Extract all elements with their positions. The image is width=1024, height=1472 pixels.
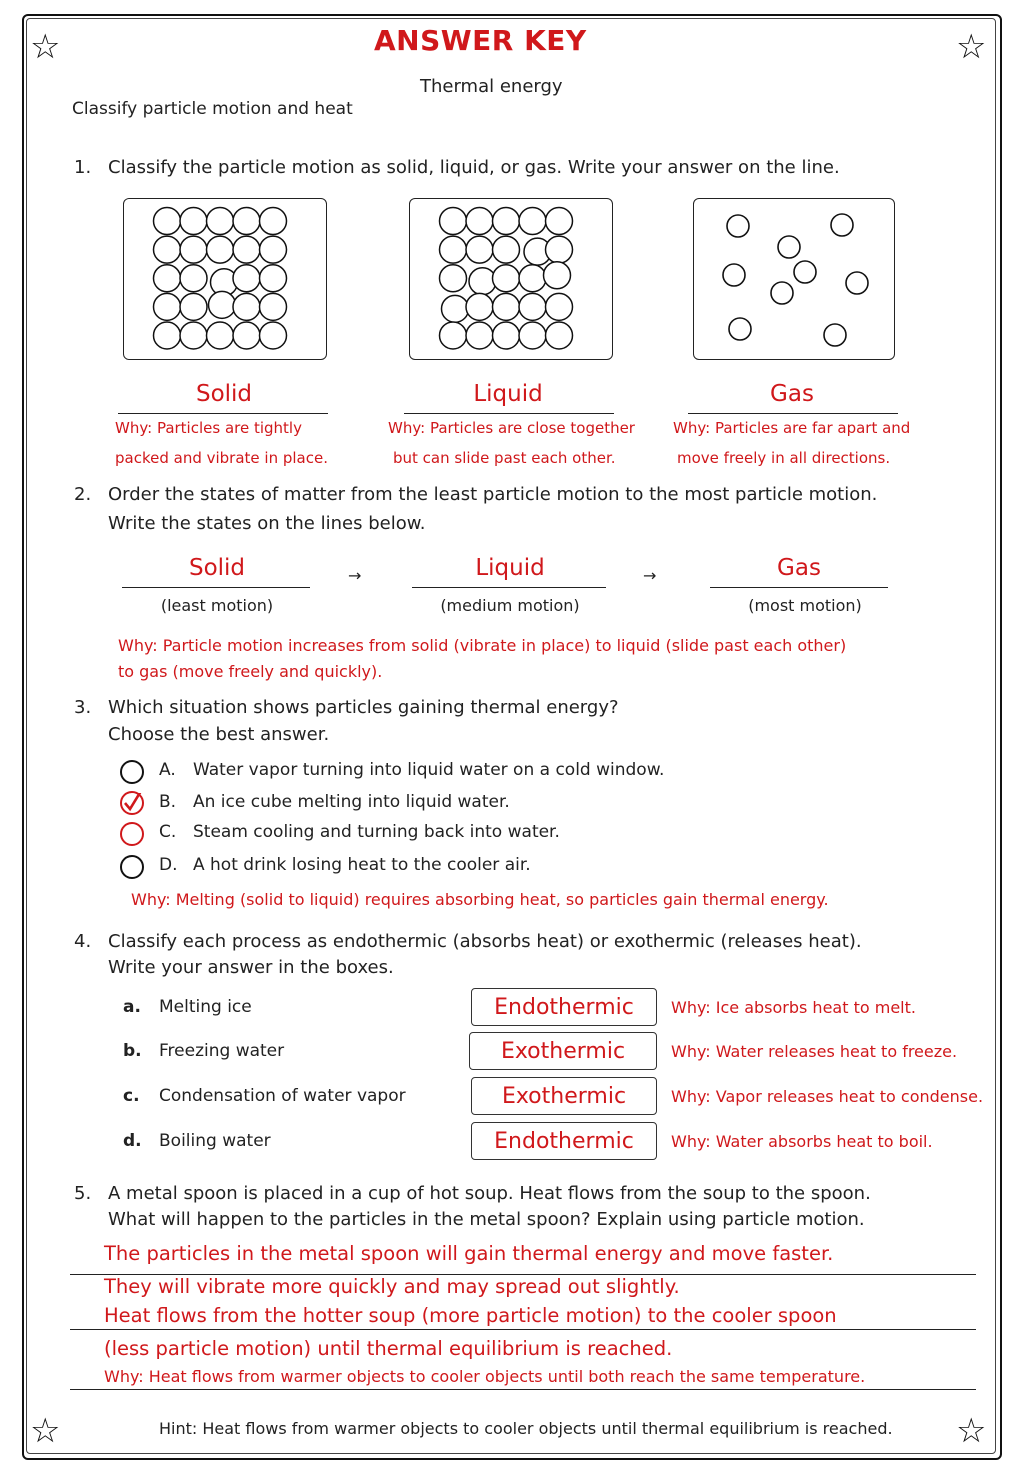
q2-caption-2: (medium motion) — [440, 596, 580, 615]
q4-b-letter: b. — [123, 1041, 142, 1061]
liquid-particle-diagram — [409, 198, 613, 360]
gas-particle — [824, 324, 846, 346]
q3-number: 3. — [74, 697, 92, 718]
answer-line — [688, 413, 898, 414]
q1-number: 1. — [74, 157, 92, 178]
particle — [442, 295, 469, 322]
particle — [546, 208, 573, 235]
hint-text: Hint: Heat flows from warmer objects to cooler objects until thermal equilibrium is reached. — [159, 1419, 893, 1438]
particle — [260, 265, 287, 292]
particle — [180, 322, 207, 349]
particle — [466, 236, 493, 263]
q4-b-process: Freezing water — [159, 1041, 285, 1061]
q4-prompt-2: Write your answer in the boxes. — [108, 957, 394, 978]
gas-particle — [778, 236, 800, 258]
q2-why-2: to gas (move freely and quickly). — [118, 662, 383, 681]
particle — [440, 265, 467, 292]
q4-prompt-1: Classify each process as endothermic (absorbs heat) or exothermic (releases heat). — [108, 931, 862, 952]
option-c-text: Steam cooling and turning back into water. — [193, 822, 560, 842]
option-b-letter: B. — [159, 792, 177, 812]
answer-line — [412, 587, 606, 588]
q4-a-answer-box: Endothermic — [471, 988, 657, 1026]
particle — [207, 236, 234, 263]
answer-line — [70, 1329, 976, 1330]
particle — [466, 293, 493, 320]
q2-answer-1: Solid — [188, 555, 246, 581]
option-d-letter: D. — [159, 855, 178, 875]
gas-particle — [794, 261, 816, 283]
answer-key-title: ANSWER KEY — [374, 24, 587, 57]
particle — [207, 322, 234, 349]
star-icon: ☆ — [30, 1411, 61, 1451]
q4-b-why: Why: Water releases heat to freeze. — [671, 1042, 958, 1061]
particle — [519, 265, 546, 292]
q4-d-letter: d. — [123, 1131, 142, 1151]
particle — [466, 208, 493, 235]
q5-why: Why: Heat flows from warmer objects to cooler objects until both reach the same temperature. — [104, 1367, 866, 1386]
q4-d-process: Boiling water — [159, 1131, 271, 1151]
option-c-letter: C. — [159, 822, 177, 842]
particle — [519, 293, 546, 320]
particle — [546, 236, 573, 263]
option-a-text: Water vapor turning into liquid water on a cold window. — [193, 760, 665, 780]
particle — [519, 322, 546, 349]
particle — [260, 208, 287, 235]
q2-answer-3: Gas — [777, 555, 821, 581]
particle — [180, 236, 207, 263]
q3-prompt-1: Which situation shows particles gaining thermal energy? — [108, 697, 619, 718]
q2-caption-1: (least motion) — [160, 596, 274, 615]
checkmark-icon — [122, 793, 142, 813]
answer-line — [122, 587, 310, 588]
particle — [544, 262, 571, 289]
particle — [440, 322, 467, 349]
q2-caption-3: (most motion) — [748, 596, 862, 615]
particle — [546, 322, 573, 349]
q1-why-gas-1: Why: Particles are far apart and — [673, 419, 911, 437]
star-icon: ☆ — [956, 27, 987, 67]
q1-why-gas-2: move freely in all directions. — [677, 449, 891, 467]
gas-particle — [723, 264, 745, 286]
particle — [154, 265, 181, 292]
q4-number: 4. — [74, 931, 92, 952]
option-b-text: An ice cube melting into liquid water. — [193, 792, 510, 812]
liquid-particles — [410, 199, 612, 359]
particle — [493, 265, 520, 292]
gas-particle — [846, 272, 868, 294]
q1-answer-solid: Solid — [195, 381, 253, 407]
q2-number: 2. — [74, 484, 92, 505]
q4-d-why: Why: Water absorbs heat to boil. — [671, 1132, 933, 1151]
particle — [260, 293, 287, 320]
q4-c-letter: c. — [123, 1086, 140, 1106]
q3-why: Why: Melting (solid to liquid) requires absorbing heat, so particles gain thermal energy. — [131, 890, 829, 909]
q5-answer-line-3: Heat flows from the hotter soup (more particle motion) to the cooler spoon — [104, 1304, 837, 1327]
particle — [440, 208, 467, 235]
q1-answer-liquid: Liquid — [473, 381, 543, 407]
option-c-radio[interactable] — [120, 822, 144, 846]
gas-particle — [831, 214, 853, 236]
worksheet-subtitle: Classify particle motion and heat — [72, 99, 353, 119]
solid-particles — [124, 199, 326, 359]
gas-particle — [729, 318, 751, 340]
q4-c-why: Why: Vapor releases heat to condense. — [671, 1087, 984, 1106]
particle — [154, 236, 181, 263]
particle — [493, 236, 520, 263]
q5-prompt-1: A metal spoon is placed in a cup of hot soup. Heat flows from the soup to the spoon. — [108, 1183, 871, 1204]
option-b-radio-selected[interactable] — [120, 791, 144, 815]
q4-d-answer-box: Endothermic — [471, 1122, 657, 1160]
particle — [519, 208, 546, 235]
particle — [154, 322, 181, 349]
particle — [233, 208, 260, 235]
q5-answer-line-2: They will vibrate more quickly and may spread out slightly. — [104, 1275, 680, 1298]
q4-c-process: Condensation of water vapor — [159, 1086, 406, 1106]
gas-particle-diagram — [693, 198, 895, 360]
particle — [180, 208, 207, 235]
answer-line — [404, 413, 614, 414]
gas-particle — [771, 282, 793, 304]
option-a-radio[interactable] — [120, 760, 144, 784]
q3-prompt-2: Choose the best answer. — [108, 724, 330, 745]
particle — [154, 208, 181, 235]
particle — [209, 291, 236, 318]
q2-prompt-2: Write the states on the lines below. — [108, 513, 426, 534]
q4-a-letter: a. — [123, 997, 141, 1017]
solid-particle-diagram — [123, 198, 327, 360]
particle — [180, 265, 207, 292]
particle — [233, 265, 260, 292]
particle — [233, 293, 260, 320]
option-d-text: A hot drink losing heat to the cooler air. — [193, 855, 531, 875]
answer-line — [710, 587, 888, 588]
particle — [493, 322, 520, 349]
q4-b-answer-box: Exothermic — [469, 1032, 657, 1070]
q2-prompt-1: Order the states of matter from the least particle motion to the most particle motion. — [108, 484, 878, 505]
particle — [180, 293, 207, 320]
q1-why-solid-2: packed and vibrate in place. — [115, 449, 328, 467]
particle — [493, 293, 520, 320]
q4-a-why: Why: Ice absorbs heat to melt. — [671, 998, 916, 1017]
q4-a-process: Melting ice — [159, 997, 252, 1017]
gas-particles — [694, 199, 894, 359]
q1-answer-gas: Gas — [770, 381, 814, 407]
q5-prompt-2: What will happen to the particles in the metal spoon? Explain using particle motion. — [108, 1209, 865, 1230]
star-icon: ☆ — [30, 27, 61, 67]
particle — [233, 322, 260, 349]
option-a-letter: A. — [159, 760, 176, 780]
particle — [440, 236, 467, 263]
q2-why-1: Why: Particle motion increases from solid (vibrate in place) to liquid (slide past each other) — [118, 636, 847, 655]
particle — [207, 208, 234, 235]
particle — [260, 322, 287, 349]
arrow-right-icon: → — [348, 566, 362, 585]
q1-prompt: Classify the particle motion as solid, liquid, or gas. Write your answer on the line. — [108, 157, 840, 178]
q2-answer-2: Liquid — [475, 555, 545, 581]
q1-why-solid-1: Why: Particles are tightly — [115, 419, 302, 437]
q5-number: 5. — [74, 1183, 92, 1204]
particle — [546, 293, 573, 320]
particle — [469, 268, 496, 295]
q5-answer-line-1: The particles in the metal spoon will gain thermal energy and move faster. — [104, 1242, 834, 1265]
particle — [466, 322, 493, 349]
particle — [154, 293, 181, 320]
q5-answer-line-4: (less particle motion) until thermal equilibrium is reached. — [104, 1337, 673, 1360]
particle — [260, 236, 287, 263]
answer-line — [70, 1389, 976, 1390]
gas-particle — [727, 215, 749, 237]
particle — [493, 208, 520, 235]
answer-line — [118, 413, 328, 414]
arrow-right-icon: → — [643, 566, 657, 585]
q4-c-answer-box: Exothermic — [471, 1077, 657, 1115]
star-icon: ☆ — [956, 1411, 987, 1451]
particle — [233, 236, 260, 263]
q1-why-liquid-2: but can slide past each other. — [393, 449, 616, 467]
option-d-radio[interactable] — [120, 855, 144, 879]
worksheet-title: Thermal energy — [420, 76, 563, 97]
q1-why-liquid-1: Why: Particles are close together — [388, 419, 635, 437]
